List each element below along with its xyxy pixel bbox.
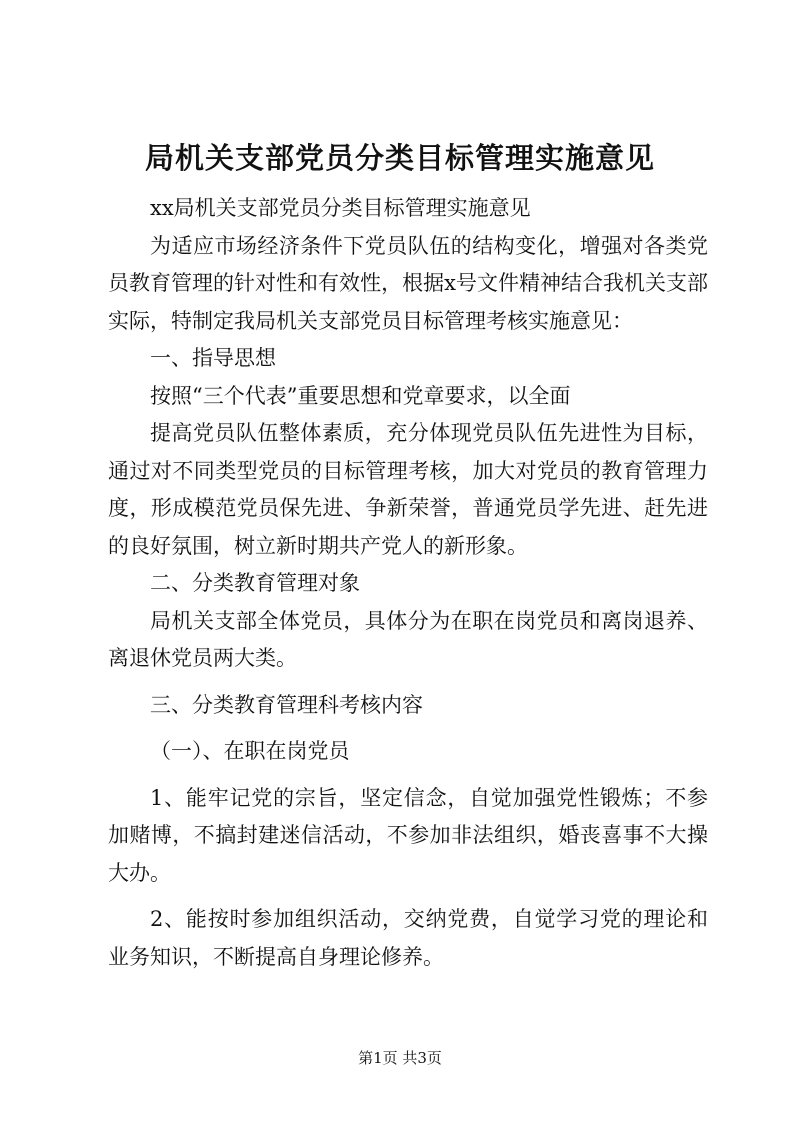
paragraph-intro: 为适应市场经济条件下党员队伍的结构变化，增强对各类党员教育管理的针对性和有效性，根据x号文件精神结合我机关支部实际，特制定我局机关支部党员目标管理考核实施意见： (108, 233, 708, 333)
paragraph-guiding-1: 按照“三个代表”重要思想和党章要求，以全面 (150, 383, 571, 408)
subsection-heading-active: （一）、在职在岗党员 (150, 739, 350, 763)
document-title: 局机关支部党员分类目标管理实施意见 (144, 141, 655, 175)
section-heading-content: 三、分类教育管理科考核内容 (150, 692, 423, 717)
page-footer: 第1页 共3页 (358, 1049, 442, 1067)
list-item-2: 2、能按时参加组织活动，交纳党费，自觉学习党的理论和业务知识，不断提高自身理论修养。 (108, 907, 708, 969)
paragraph-subtitle: xx局机关支部党员分类目标管理实施意见 (150, 196, 531, 220)
section-heading-guiding-thought: 一、指导思想 (150, 346, 276, 370)
paragraph-guiding-2: 提高党员队伍整体素质，充分体现党员队伍先进性为目标，通过对不同类型党员的目标管理考核，加大对党员的教育管理力度，形成模范党员保先进、争新荣誉，普通党员学先进、赶先进的良好氛围，树立新时期共产党人的新形象。 (108, 421, 708, 558)
document-body (108, 190, 708, 976)
section-heading-objects: 二、分类教育管理对象 (150, 571, 360, 595)
paragraph-objects: 局机关支部全体党员，具体分为在职在岗党员和离岗退养、离退休党员两大类。 (108, 608, 708, 670)
list-item-1: 1、能牢记党的宗旨，坚定信念，自觉加强党性锻炼；不参加赌博，不搞封建迷信活动，不参加非法组织，婚丧喜事不大操大办。 (108, 785, 708, 885)
